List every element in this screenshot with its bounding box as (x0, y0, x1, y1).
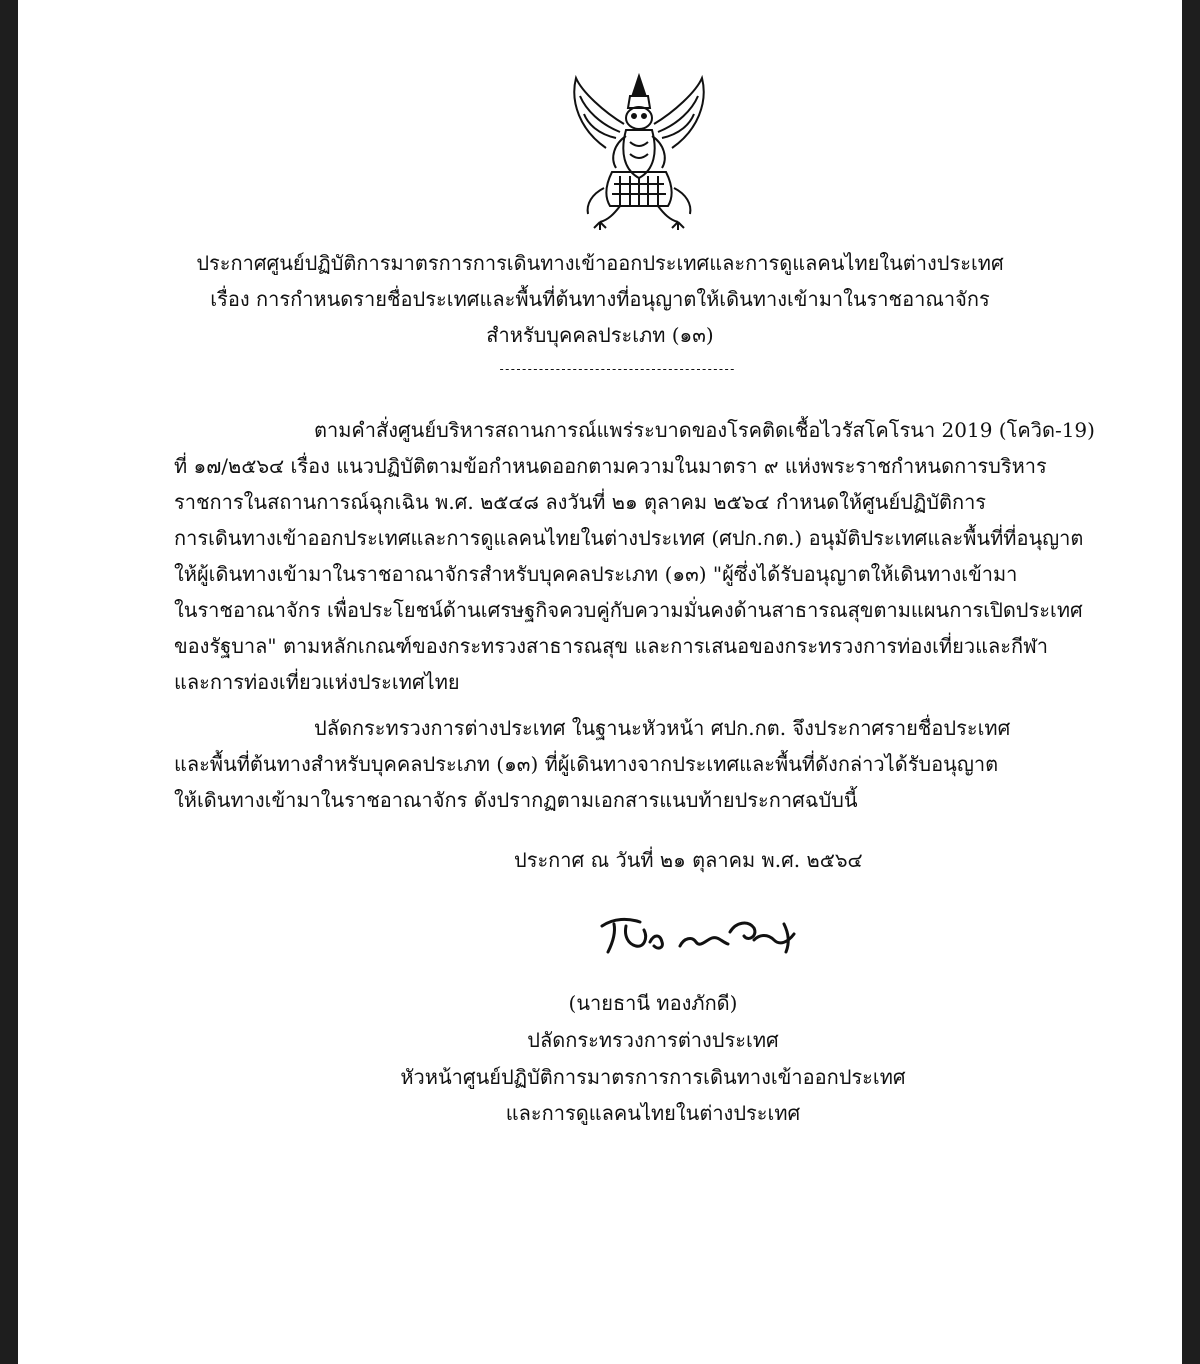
paragraph-line: การเดินทางเข้าออกประเทศและการดูแลคนไทยในต่างประเทศ (ศปก.กต.) อนุมัติประเทศและพื้นที่ที่อนุญาต (174, 526, 1084, 550)
paragraph-line: ให้เดินทางเข้ามาในราชอาณาจักร ดังปรากฏตามเอกสารแนบท้ายประกาศฉบับนี้ (174, 788, 858, 812)
signatory-title: ปลัดกระทรวงการต่างประเทศ (527, 1028, 779, 1052)
paragraph-line: ราชการในสถานการณ์ฉุกเฉิน พ.ศ. ๒๕๔๘ ลงวันที่ ๒๑ ตุลาคม ๒๕๖๔ กำหนดให้ศูนย์ปฏิบัติการ (174, 490, 987, 514)
paragraph-line: ที่ ๑๗/๒๕๖๔ เรื่อง แนวปฏิบัติตามข้อกำหนดออกตามความในมาตรา ๙ แห่งพระราชกำหนดการบริหาร (174, 454, 1047, 478)
paragraph-line: ให้ผู้เดินทางเข้ามาในราชอาณาจักรสำหรับบุคคลประเภท (๑๓) "ผู้ซึ่งได้รับอนุญาตให้เดินทางเข้ามา (174, 562, 1018, 586)
paragraph-line: ในราชอาณาจักร เพื่อประโยชน์ด้านเศรษฐกิจควบคู่กับความมั่นคงด้านสาธารณสุขตามแผนการเปิดประเทศ (174, 598, 1083, 622)
announcement-date: ประกาศ ณ วันที่ ๒๑ ตุลาคม พ.ศ. ๒๕๖๔ (514, 848, 863, 872)
signatory-position: หัวหน้าศูนย์ปฏิบัติการมาตรการการเดินทางเข้าออกประเทศ (400, 1065, 906, 1089)
paragraph-line: ตามคำสั่งศูนย์บริหารสถานการณ์แพร่ระบาดของโรคติดเชื้อไวรัสโคโรนา 2019 (โควิด-19) (314, 418, 1095, 442)
paragraph-line: ของรัฐบาล" ตามหลักเกณฑ์ของกระทรวงสาธารณสุข และการเสนอของกระทรวงการท่องเที่ยวและกีฬา (174, 634, 1048, 658)
signatory-position-cont: และการดูแลคนไทยในต่างประเทศ (505, 1101, 801, 1125)
announcement-title: ประกาศศูนย์ปฏิบัติการมาตรการการเดินทางเข้าออกประเทศและการดูแลคนไทยในต่างประเทศ (196, 251, 1004, 275)
paragraph-line: และพื้นที่ต้นทางสำหรับบุคคลประเภท (๑๓) ที่ผู้เดินทางจากประเทศและพื้นที่ดังกล่าวได้รับอนุญาต (174, 752, 999, 776)
announcement-category: สำหรับบุคคลประเภท (๑๓) (486, 323, 714, 347)
garuda-emblem-icon (554, 72, 724, 234)
document-page (18, 0, 1182, 1364)
handwritten-signature-icon (598, 912, 808, 960)
paragraph-line: และการท่องเที่ยวแห่งประเทศไทย (174, 670, 460, 694)
signatory-name: (นายธานี ทองภักดี) (568, 991, 738, 1015)
announcement-subject: เรื่อง การกำหนดรายชื่อประเทศและพื้นที่ต้นทางที่อนุญาตให้เดินทางเข้ามาในราชอาณาจักร (210, 287, 990, 311)
paragraph-line: ปลัดกระทรวงการต่างประเทศ ในฐานะหัวหน้า ศปก.กต. จึงประกาศรายชื่อประเทศ (314, 716, 1011, 740)
title-divider: ------------------------------------------ (498, 362, 735, 376)
